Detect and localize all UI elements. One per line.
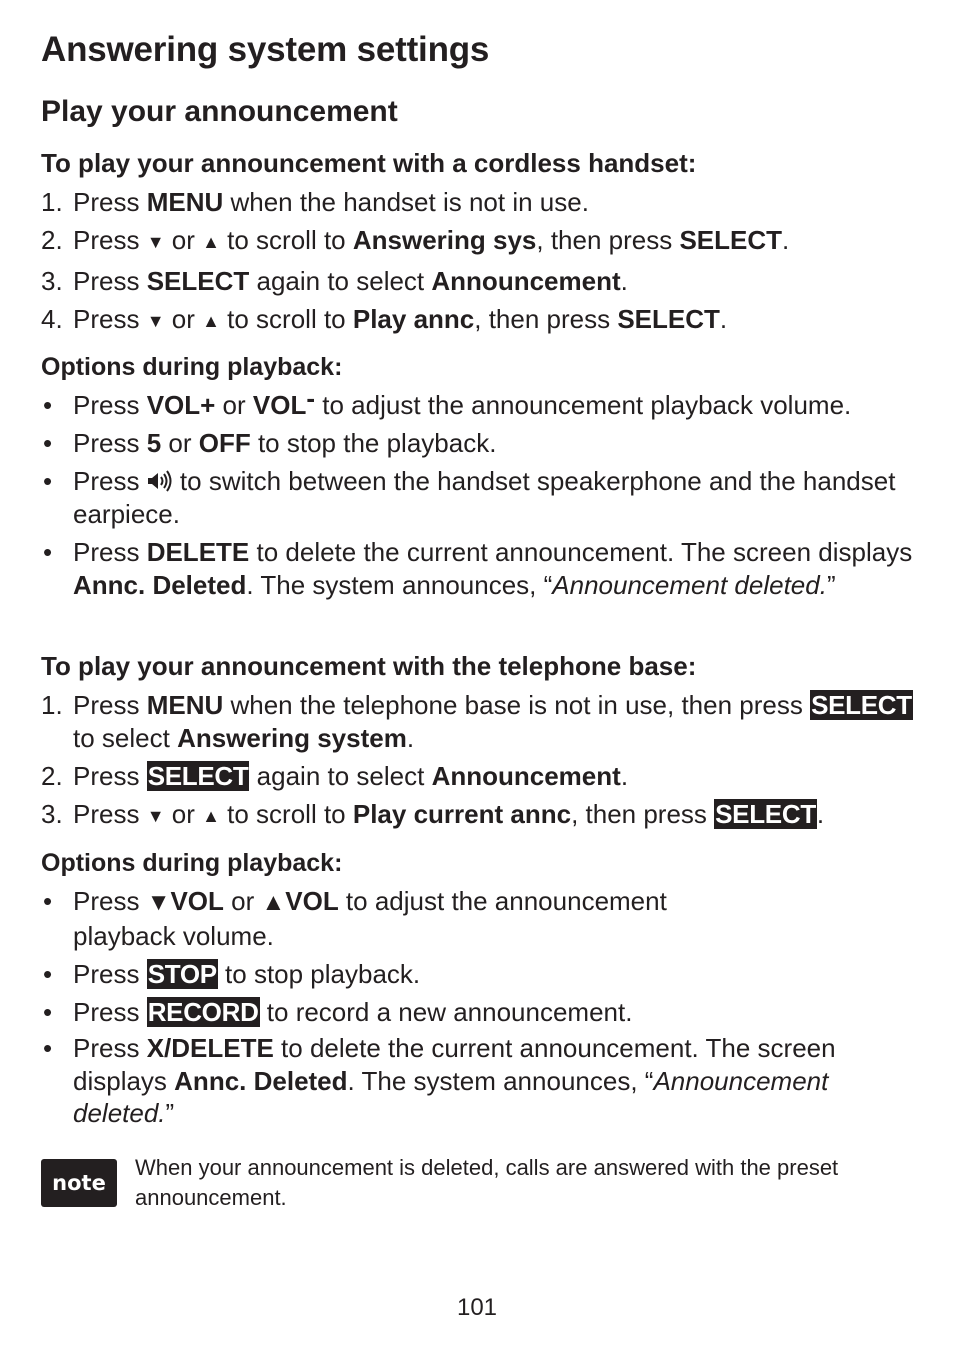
handset-step-4 [41,303,921,339]
text: to adjust the announcement playback volume. [315,390,852,420]
text: to scroll to [219,225,353,255]
text: to scroll to [219,799,353,829]
vol-down-sign: - [306,383,316,413]
screen-message: Annc. Deleted [73,569,247,600]
text: Press [73,304,147,334]
text: to stop playback. [217,958,421,989]
base-step-2 [41,760,921,793]
text: . The system announces, “ [246,569,553,600]
base-option-volume [41,885,721,952]
text: . The system announces, “ [347,1065,654,1096]
select-key: SELECT [679,225,783,255]
bullet: • [43,390,53,420]
text: Press [73,390,147,420]
vol-up-key: VOL [285,886,339,916]
text: or [164,225,203,255]
voice-prompt: Announcement deleted. [73,1065,829,1128]
text: , then press [474,304,618,334]
text: to record a new announcement. [259,996,633,1027]
text: to scroll to [219,304,353,334]
menu-item-name: Announcement [431,266,621,296]
down-arrow-icon: ▼ [146,806,165,826]
select-key: SELECT [146,266,250,296]
handset-options-heading: Options during playback: [41,353,343,381]
note-text: When your announcement is deleted, calls are answered with the preset announcement. [135,1155,839,1210]
handset-step-3 [41,265,921,298]
text: Press [73,537,147,567]
delete-key: DELETE [146,537,250,567]
vol-up-key: VOL+ [146,390,216,420]
bullet: • [43,886,53,916]
handset-heading: To play your announcement with a cordless handset: [41,148,697,178]
text: or [164,799,203,829]
section-title: Play your announcement [41,95,398,128]
handset-option-speaker [41,465,921,530]
text: when the handset is not in use. [223,187,589,217]
select-key: SELECT [617,304,720,334]
select-key: SELECT [147,761,249,791]
text: , then press [536,225,680,255]
text: Press [73,799,147,829]
text: to select [73,722,178,753]
base-option-stop [41,958,721,991]
page-number: 101 [456,1294,498,1321]
handset-step-1 [41,186,921,219]
off-key: OFF [198,428,251,458]
voice-prompt: Announcement deleted. [552,569,827,600]
text: when the telephone base is not in use, then press [223,690,811,720]
text: Press [73,886,147,916]
text: ” [165,1098,175,1128]
text: Press [73,428,147,458]
key-5: 5 [146,428,162,458]
text: . [620,266,628,296]
bullet: • [43,466,53,496]
text: Press [73,266,147,296]
handset-options [41,383,921,601]
text: to stop the playback. [250,428,497,458]
menu-item-name: Answering sys [352,225,537,255]
menu-item-name: Play current annc [352,799,572,829]
base-heading: To play your announcement with the telephone base: [41,651,697,681]
up-arrow-icon: ▲ [202,806,220,826]
bullet: • [43,1033,53,1063]
bullet: • [43,958,53,989]
handset-option-delete [41,536,921,601]
bullet: • [43,537,53,567]
text: to delete the current announcement. The screen displays [249,537,913,567]
select-key: SELECT [811,690,912,720]
handset-option-volume [41,383,921,422]
screen-message: Annc. Deleted [174,1065,348,1096]
text: Press [73,996,147,1027]
text: . [816,799,825,829]
handset-option-stop [41,427,921,460]
base-option-delete [41,1032,921,1130]
speakerphone-icon [147,470,173,492]
text: . [782,225,790,255]
step-number: 3. [41,266,63,296]
base-options-heading: Options during playback: [41,849,343,877]
base-options-cont [41,1032,921,1130]
text: . [406,722,415,753]
text: Press [73,187,147,217]
menu-key: MENU [146,187,224,217]
step-number: 1. [41,187,63,217]
base-step-3 [41,798,921,834]
text: Press [73,1033,147,1063]
delete-key: X/DELETE [146,1033,274,1063]
text: or [161,428,199,458]
down-arrow-icon: ▼ [146,232,165,252]
vol-down-key: VOL [170,886,224,916]
note-label: note [41,1159,117,1207]
up-arrow-icon: ▲ [202,311,220,331]
record-key: RECORD [147,996,259,1027]
stop-key: STOP [147,958,217,989]
step-number: 3. [41,799,63,829]
step-number: 2. [41,225,63,255]
base-option-record [41,996,721,1029]
handset-step-2 [41,224,921,260]
menu-item-name: Announcement [431,761,621,791]
base-step-1 [41,689,921,754]
down-arrow-icon: ▼ [146,311,165,331]
text: again to select [249,266,432,296]
text: Press [73,761,147,791]
text: to adjust the announcement playback volume. [73,886,667,951]
text: . [620,761,629,791]
bullet: • [43,428,53,458]
vol-down-key: VOL [252,390,307,420]
menu-item-name: Play annc [352,304,475,334]
handset-steps [41,186,921,339]
bullet: • [43,996,53,1027]
step-number: 1. [41,690,63,720]
text: Press [73,958,147,989]
select-key: SELECT [715,799,816,829]
text: Press [73,225,147,255]
text: Press [73,690,147,720]
text: to delete the current announcement. The screen displays [73,1033,836,1096]
up-arrow-icon: ▲ [202,232,220,252]
text: again to select [249,761,432,791]
page-title: Answering system settings [41,30,490,69]
text: ” [826,569,836,600]
text: Press [73,466,147,496]
text: or [215,390,253,420]
menu-key: MENU [146,690,224,720]
step-number: 2. [41,761,63,791]
text: or [164,304,203,334]
base-steps [41,689,921,834]
menu-item-name: Answering system [177,722,407,753]
text: . [719,304,728,334]
step-number: 4. [41,304,63,334]
text: to switch between the handset speakerphone and the handset earpiece. [73,466,896,529]
up-arrow-icon: ▲ [261,889,286,916]
base-options [41,885,721,1034]
text: or [223,886,262,916]
text: , then press [571,799,715,829]
down-arrow-icon: ▼ [146,889,171,916]
